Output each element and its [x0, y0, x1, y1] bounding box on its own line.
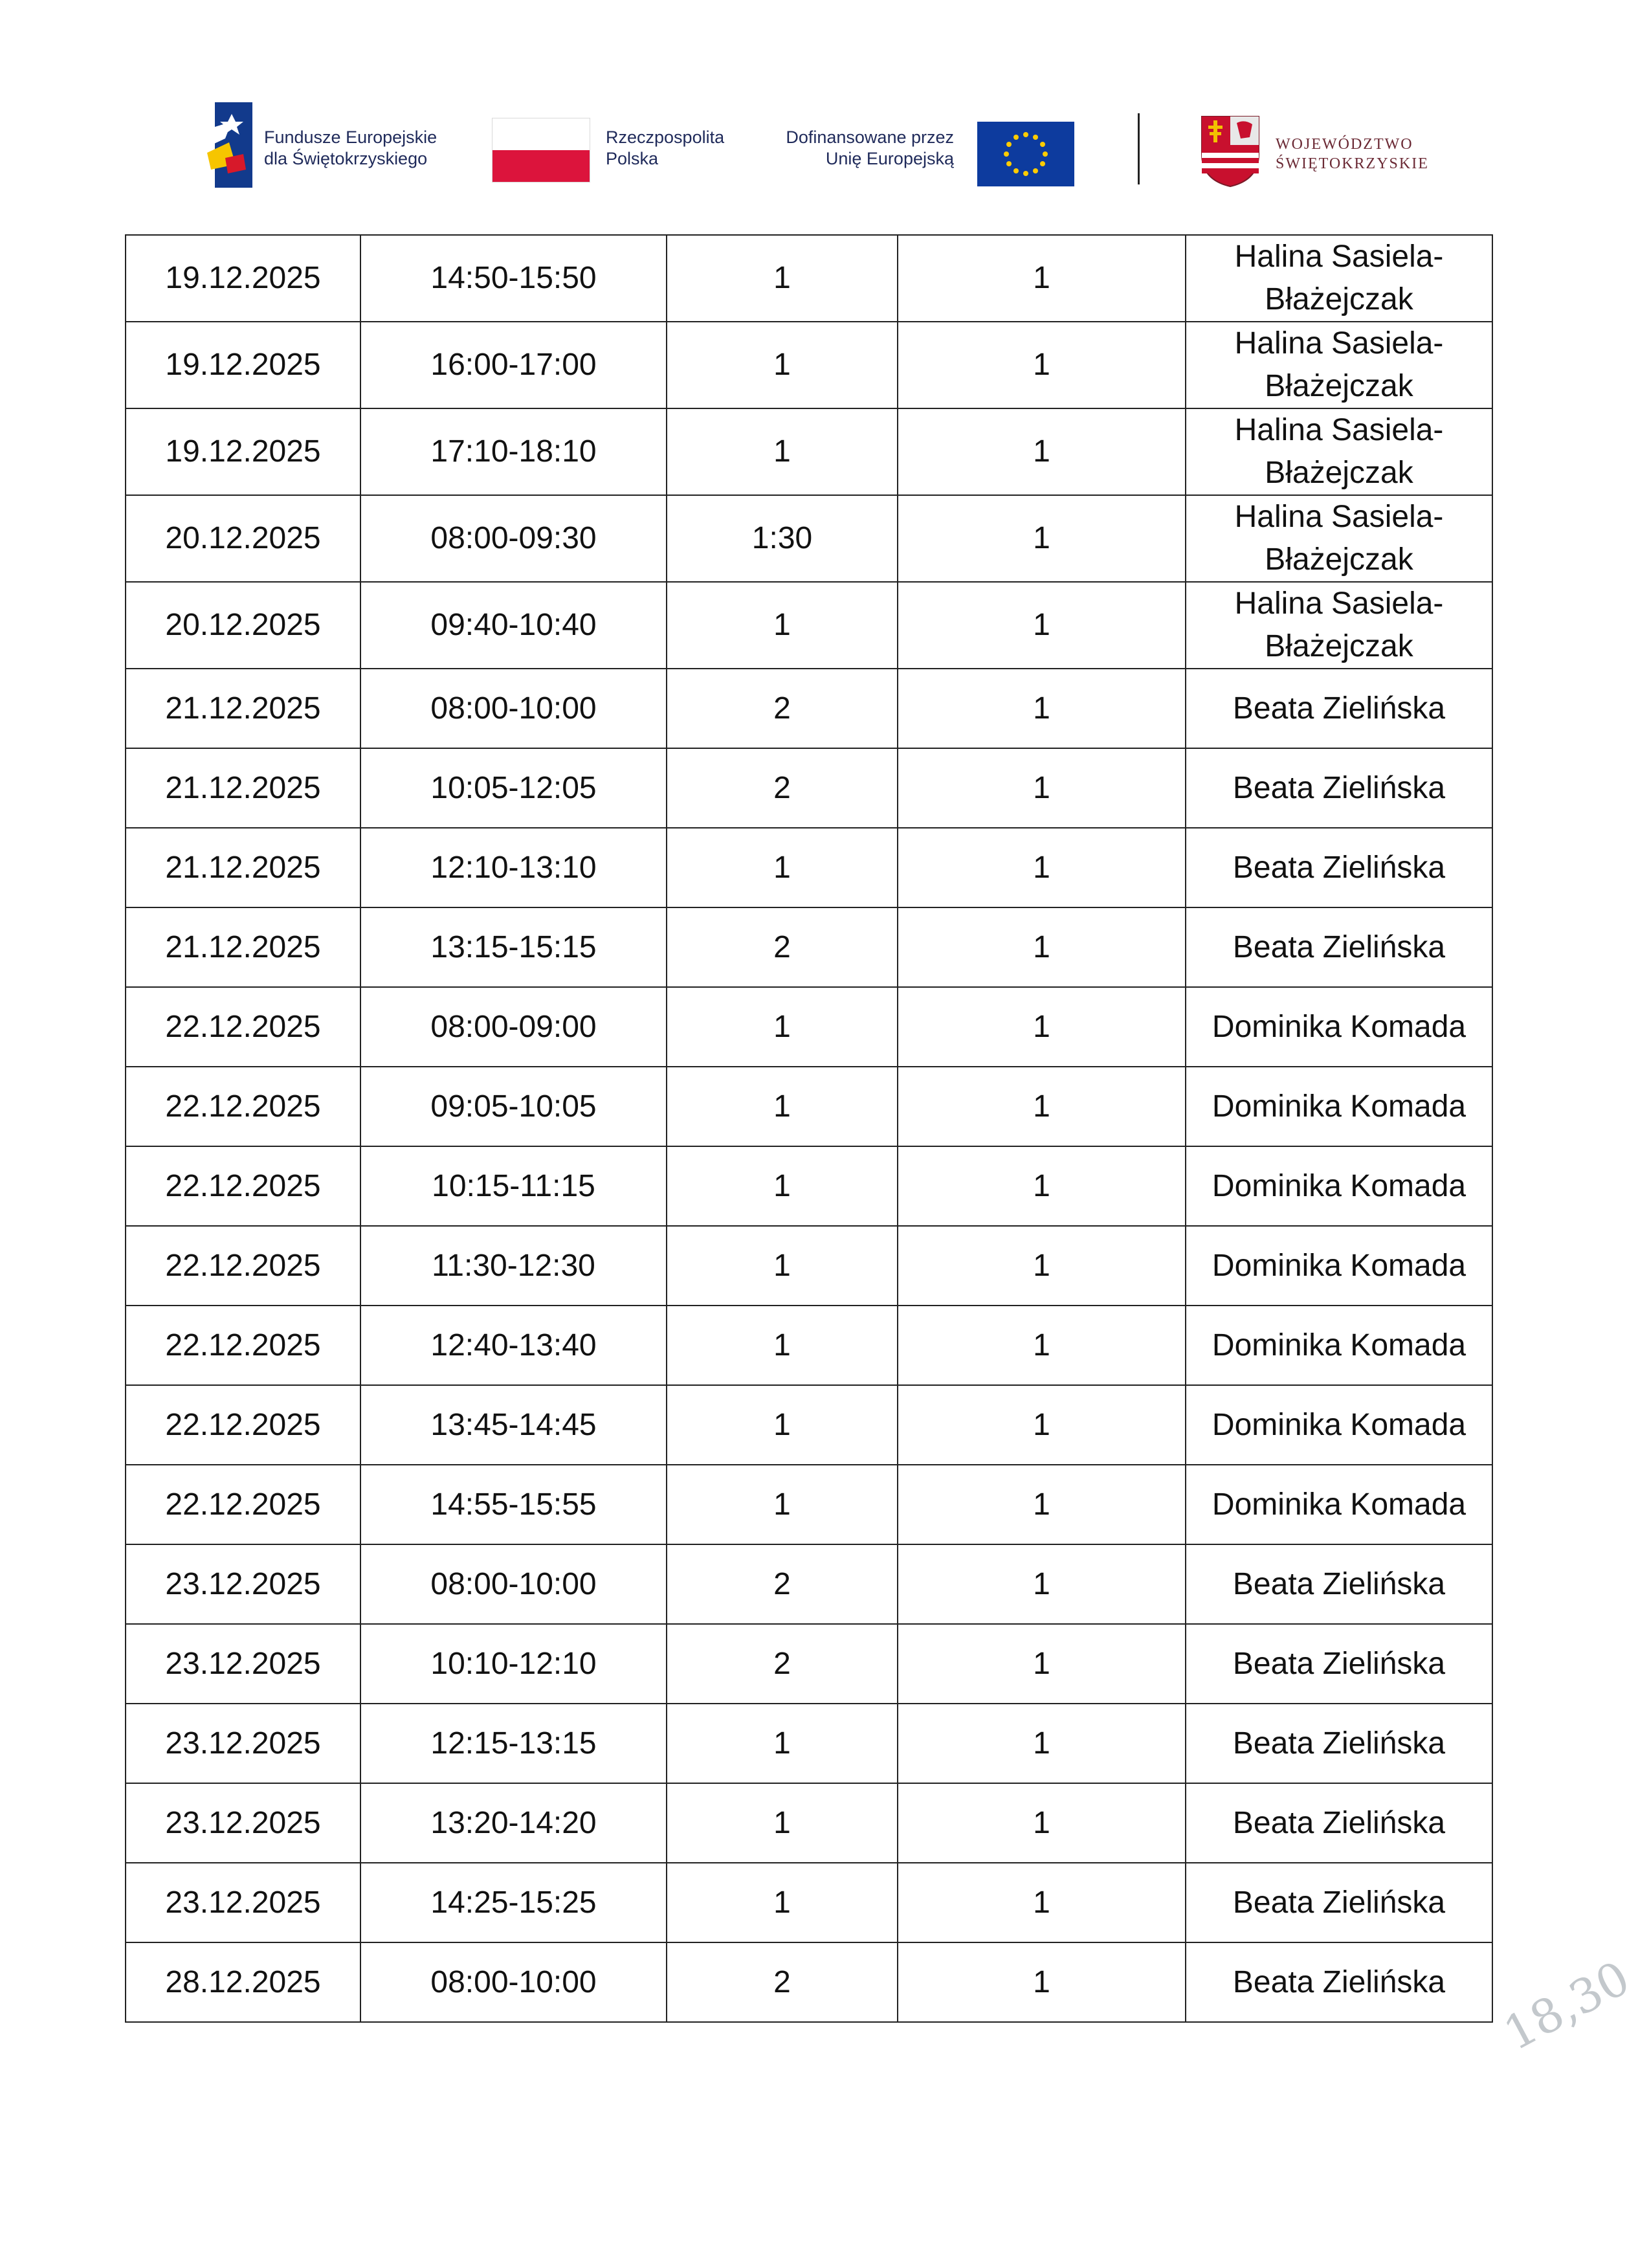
table-row: [126, 1544, 1492, 1624]
table-row: [126, 1465, 1492, 1544]
time-cell: 14:55-15:55: [360, 1465, 667, 1544]
ws-logo-line1: WOJEWÓDZTWO: [1276, 136, 1413, 153]
instructor-line1: Halina Sasiela-: [1234, 413, 1444, 447]
group-cell: 1: [898, 1306, 1186, 1385]
group-cell: 1: [898, 907, 1186, 987]
group-cell: 1: [898, 828, 1186, 907]
hours-cell: 1: [667, 235, 898, 322]
instructor-cell: Beata Zielińska: [1186, 828, 1492, 907]
time-cell: 14:25-15:25: [360, 1863, 667, 1942]
table-row: [126, 1385, 1492, 1465]
coat-of-arms-icon: [1201, 115, 1260, 188]
hours-cell: 2: [667, 907, 898, 987]
hours-cell: 1: [667, 828, 898, 907]
table-row: [126, 408, 1492, 495]
instructor-cell: Dominika Komada: [1186, 1067, 1492, 1146]
instructor-cell: Dominika Komada: [1186, 1306, 1492, 1385]
date-cell: 23.12.2025: [126, 1624, 360, 1704]
hours-cell: 2: [667, 1544, 898, 1624]
instructor-cell: [1186, 408, 1492, 495]
instructor-cell: Beata Zielińska: [1186, 1704, 1492, 1783]
table-row: [126, 495, 1492, 582]
time-cell: 17:10-18:10: [360, 408, 667, 495]
instructor-cell: [1186, 582, 1492, 669]
logo-divider: [1138, 113, 1140, 184]
date-cell: 23.12.2025: [126, 1704, 360, 1783]
handwritten-note: 18,30: [1495, 1950, 1638, 2062]
group-cell: 1: [898, 1704, 1186, 1783]
rp-logo-line2: Polska: [606, 149, 659, 168]
time-cell: 11:30-12:30: [360, 1226, 667, 1306]
date-cell: 21.12.2025: [126, 748, 360, 828]
table-row: [126, 907, 1492, 987]
hours-cell: 1: [667, 1226, 898, 1306]
eu-logo: [770, 115, 1074, 186]
group-cell: 1: [898, 1544, 1186, 1624]
eu-logo-line2: Unię Europejską: [825, 149, 954, 168]
table-row: [126, 748, 1492, 828]
hours-cell: 1: [667, 987, 898, 1067]
hours-cell: 1: [667, 1465, 898, 1544]
flag-white-band: [493, 118, 590, 150]
instructor-cell: Beata Zielińska: [1186, 1544, 1492, 1624]
date-cell: 22.12.2025: [126, 1385, 360, 1465]
group-cell: 1: [898, 1863, 1186, 1942]
instructor-line1: Halina Sasiela-: [1234, 586, 1444, 621]
table-row: [126, 1067, 1492, 1146]
hours-cell: 2: [667, 1624, 898, 1704]
hours-cell: 1: [667, 1704, 898, 1783]
instructor-cell: Dominika Komada: [1186, 1146, 1492, 1226]
group-cell: 1: [898, 987, 1186, 1067]
time-cell: 13:15-15:15: [360, 907, 667, 987]
instructor-line2: Błażejczak: [1265, 629, 1413, 663]
hours-cell: 2: [667, 1942, 898, 2022]
hours-cell: 1: [667, 1146, 898, 1226]
table-row: [126, 828, 1492, 907]
instructor-cell: [1186, 235, 1492, 322]
date-cell: 19.12.2025: [126, 408, 360, 495]
time-cell: 13:45-14:45: [360, 1385, 667, 1465]
fe-logo-line1: Fundusze Europejskie: [264, 128, 437, 147]
group-cell: 1: [898, 1385, 1186, 1465]
table-row: [126, 1624, 1492, 1704]
eu-logo-line1: Dofinansowane przez: [786, 128, 954, 147]
hours-cell: 1: [667, 582, 898, 669]
schedule-table: [125, 234, 1493, 2023]
date-cell: 28.12.2025: [126, 1942, 360, 2022]
time-cell: 08:00-10:00: [360, 1942, 667, 2022]
instructor-cell: Beata Zielińska: [1186, 1624, 1492, 1704]
group-cell: 1: [898, 408, 1186, 495]
time-cell: 08:00-10:00: [360, 1544, 667, 1624]
time-cell: 12:40-13:40: [360, 1306, 667, 1385]
date-cell: 20.12.2025: [126, 495, 360, 582]
time-cell: 10:10-12:10: [360, 1624, 667, 1704]
instructor-line1: Halina Sasiela-: [1234, 500, 1444, 534]
time-cell: 16:00-17:00: [360, 322, 667, 408]
instructor-cell: Dominika Komada: [1186, 987, 1492, 1067]
instructor-line2: Błażejczak: [1265, 542, 1413, 577]
table-row: [126, 1863, 1492, 1942]
date-cell: 22.12.2025: [126, 987, 360, 1067]
table-row: [126, 1942, 1492, 2022]
table-row: [126, 1226, 1492, 1306]
date-cell: 22.12.2025: [126, 1306, 360, 1385]
hours-cell: 1:30: [667, 495, 898, 582]
time-cell: 08:00-09:30: [360, 495, 667, 582]
wojewodztwo-logo: [1201, 115, 1433, 193]
group-cell: 1: [898, 1783, 1186, 1863]
date-cell: 22.12.2025: [126, 1226, 360, 1306]
group-cell: 1: [898, 748, 1186, 828]
schedule-table-body: [126, 235, 1492, 2022]
instructor-line1: Halina Sasiela-: [1234, 326, 1444, 361]
instructor-cell: Dominika Komada: [1186, 1465, 1492, 1544]
instructor-cell: Beata Zielińska: [1186, 1783, 1492, 1863]
wojewodztwo-logo-text: [1276, 135, 1429, 173]
time-cell: 08:00-10:00: [360, 669, 667, 748]
instructor-cell: Beata Zielińska: [1186, 669, 1492, 748]
date-cell: 22.12.2025: [126, 1146, 360, 1226]
date-cell: 23.12.2025: [126, 1783, 360, 1863]
page-header: [0, 0, 1605, 194]
date-cell: 22.12.2025: [126, 1465, 360, 1544]
group-cell: 1: [898, 1465, 1186, 1544]
table-row: [126, 669, 1492, 748]
time-cell: 10:15-11:15: [360, 1146, 667, 1226]
group-cell: 1: [898, 1067, 1186, 1146]
instructor-cell: [1186, 495, 1492, 582]
instructor-cell: Dominika Komada: [1186, 1226, 1492, 1306]
eu-flag-icon: [977, 122, 1074, 186]
date-cell: 20.12.2025: [126, 582, 360, 669]
date-cell: 19.12.2025: [126, 322, 360, 408]
time-cell: 12:10-13:10: [360, 828, 667, 907]
time-cell: 08:00-09:00: [360, 987, 667, 1067]
hours-cell: 1: [667, 1385, 898, 1465]
hours-cell: 1: [667, 322, 898, 408]
instructor-line2: Błażejczak: [1265, 369, 1413, 403]
instructor-cell: Beata Zielińska: [1186, 1942, 1492, 2022]
instructor-cell: [1186, 322, 1492, 408]
date-cell: 21.12.2025: [126, 828, 360, 907]
date-cell: 23.12.2025: [126, 1544, 360, 1624]
instructor-cell: Beata Zielińska: [1186, 748, 1492, 828]
date-cell: 21.12.2025: [126, 907, 360, 987]
fe-logo-text: [264, 127, 437, 170]
date-cell: 23.12.2025: [126, 1863, 360, 1942]
rp-logo-line1: Rzeczpospolita: [606, 128, 725, 147]
group-cell: 1: [898, 669, 1186, 748]
rp-logo: [492, 115, 751, 186]
date-cell: 22.12.2025: [126, 1067, 360, 1146]
table-row: [126, 1783, 1492, 1863]
date-cell: 19.12.2025: [126, 235, 360, 322]
group-cell: 1: [898, 495, 1186, 582]
group-cell: 1: [898, 322, 1186, 408]
instructor-line1: Halina Sasiela-: [1234, 239, 1444, 274]
group-cell: 1: [898, 1942, 1186, 2022]
date-cell: 21.12.2025: [126, 669, 360, 748]
fe-logo: [206, 102, 458, 192]
hours-cell: 1: [667, 1067, 898, 1146]
flag-red-band: [493, 150, 590, 182]
instructor-line2: Błażejczak: [1265, 282, 1413, 317]
hours-cell: 2: [667, 748, 898, 828]
hours-cell: 2: [667, 669, 898, 748]
group-cell: 1: [898, 582, 1186, 669]
hours-cell: 1: [667, 408, 898, 495]
time-cell: 10:05-12:05: [360, 748, 667, 828]
poland-flag-icon: [492, 118, 590, 183]
table-row: [126, 1306, 1492, 1385]
instructor-line2: Błażejczak: [1265, 456, 1413, 490]
table-row: [126, 1704, 1492, 1783]
time-cell: 09:40-10:40: [360, 582, 667, 669]
hours-cell: 1: [667, 1783, 898, 1863]
group-cell: 1: [898, 1226, 1186, 1306]
table-row: [126, 1146, 1492, 1226]
table-row: [126, 235, 1492, 322]
instructor-cell: Beata Zielińska: [1186, 1863, 1492, 1942]
hours-cell: 1: [667, 1863, 898, 1942]
group-cell: 1: [898, 1624, 1186, 1704]
time-cell: 09:05-10:05: [360, 1067, 667, 1146]
table-row: [126, 582, 1492, 669]
time-cell: 13:20-14:20: [360, 1783, 667, 1863]
fe-logo-line2: dla Świętokrzyskiego: [264, 149, 428, 168]
table-row: [126, 322, 1492, 408]
group-cell: 1: [898, 235, 1186, 322]
hours-cell: 1: [667, 1306, 898, 1385]
rp-logo-text: [606, 127, 724, 170]
eu-logo-text: [786, 127, 954, 170]
instructor-cell: Dominika Komada: [1186, 1385, 1492, 1465]
table-row: [126, 987, 1492, 1067]
fe-stars-icon: [206, 102, 252, 188]
group-cell: 1: [898, 1146, 1186, 1226]
ws-logo-line2: ŚWIĘTOKRZYSKIE: [1276, 155, 1429, 172]
time-cell: 14:50-15:50: [360, 235, 667, 322]
instructor-cell: Beata Zielińska: [1186, 907, 1492, 987]
time-cell: 12:15-13:15: [360, 1704, 667, 1783]
